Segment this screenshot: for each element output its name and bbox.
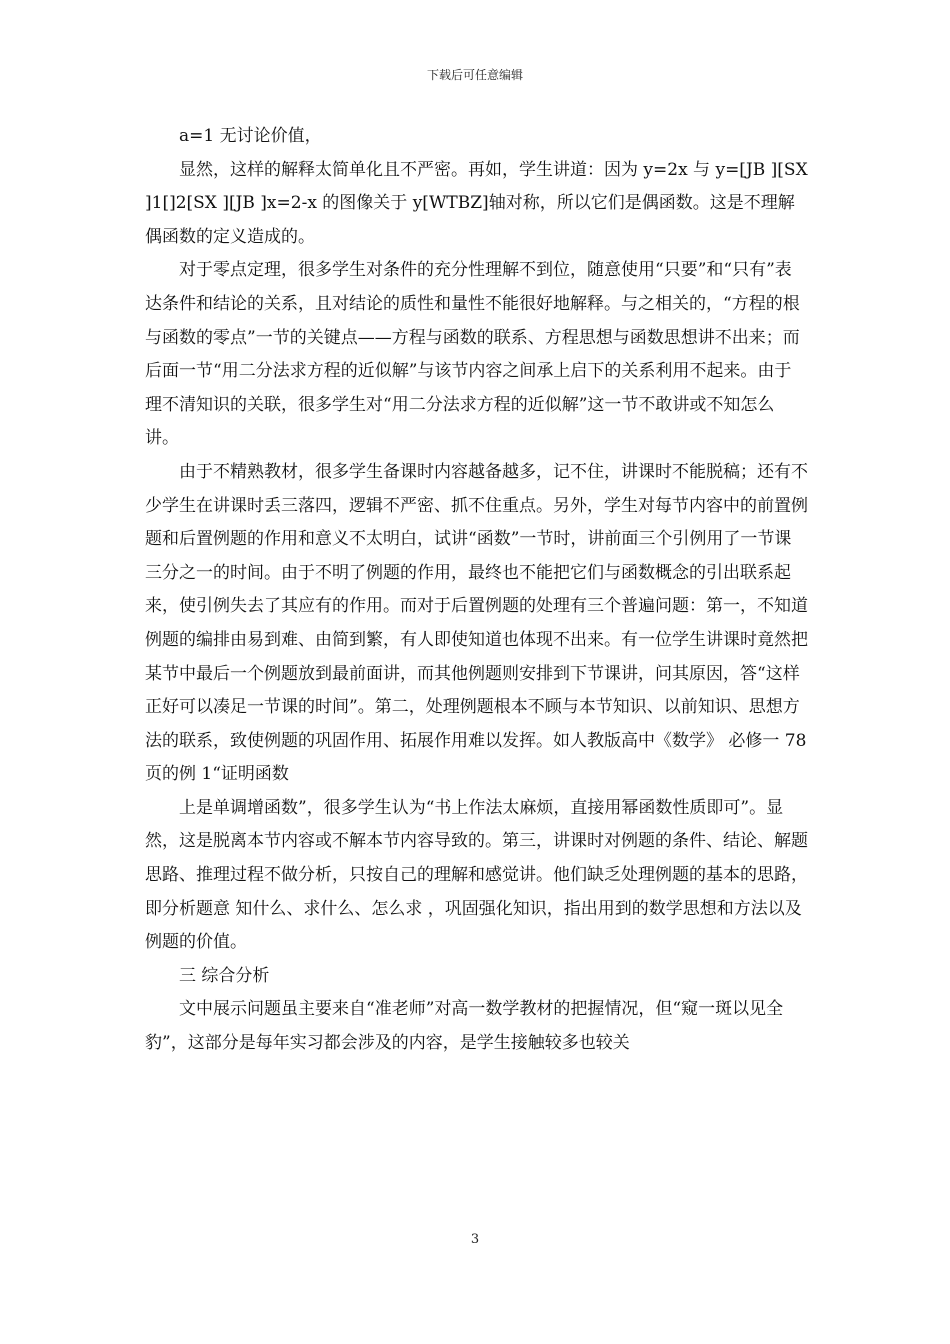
- paragraph-3: 对于零点定理，很多学生对条件的充分性理解不到位，随意使用“只要”和“只有”表达条件和结论的关系，且对结论的质性和量性不能很好地解释。与之相关的，“方程的根与函数的零点”一节的关键点——方程与函数的联系、方程思想与函数思想讲不出来；而后面一节“用二分法求方程的近似解”与该节内容之间承上启下的关系利用不起来。由于理不清知识的关联，很多学生对“用二分法求方程的近似解”这一节不敢讲或不知怎么讲。: [145, 260, 800, 449]
- paragraph-6: 文中展示问题虽主要来自“准老师”对高一数学教材的把握情况，但“窥一斑以见全豹”，这部分是每年实习都会涉及的内容，是学生接触较多也较关: [145, 999, 784, 1054]
- paragraph-1: a=1 无讨论价值，: [179, 126, 322, 146]
- paragraph-5: 上是单调增函数”，很多学生认为“书上作法太麻烦，直接用幂函数性质即可”。显然，这是脱离本节内容或不解本节内容导致的。第三，讲课时对例题的条件、结论、解题思路、推理过程不做分析，只按自己的理解和感觉讲。他们缺乏处理例题的基本的思路，即分析题意 知什么、求什么、怎么求 ，巩固强化知识，指出用到的数学思想和方法以及例题的价值。: [145, 797, 808, 953]
- paragraph-2: 显然，这样的解释太简单化且不严密。再如，学生讲道：因为 y=2x 与 y=[JB ][SX ]1[]2[SX ][JB ]x=2-x 的图像关于 y[WTBZ]轴对称，所以它们是偶函数。这是不理解偶函数的定义造成的。: [145, 159, 808, 247]
- document-body: [145, 120, 808, 1061]
- page-number: 3: [470, 1232, 480, 1247]
- page-header: 下载后可任意编辑: [426, 68, 523, 82]
- paragraph-4: 由于不精熟教材，很多学生备课时内容越备越多，记不住，讲课时不能脱稿；还有不少学生在讲课时丢三落四，逻辑不严密、抓不住重点。另外，学生对每节内容中的前置例题和后置例题的作用和意义不太明白，试讲“函数”一节时，讲前面三个引例用了一节课三分之一的时间。由于不明了例题的作用，最终也不能把它们与函数概念的引出联系起来，使引例失去了其应有的作用。而对于后置例题的处理有三个普遍问题：第一，不知道例题的编排由易到难、由简到繁，有人即使知道也体现不出来。有一位学生讲课时竟然把某节中最后一个例题放到最前面讲，而其他例题则安排到下节课讲，问其原因，答“这样正好可以凑足一节课的时间”。第二，处理例题根本不顾与本节知识、以前知识、思想方法的联系，致使例题的巩固作用、拓展作用难以发挥。如人教版高中《数学》 必修一 78 页的例 1“证明函数: [145, 461, 808, 785]
- section-heading: 三 综合分析: [179, 965, 270, 986]
